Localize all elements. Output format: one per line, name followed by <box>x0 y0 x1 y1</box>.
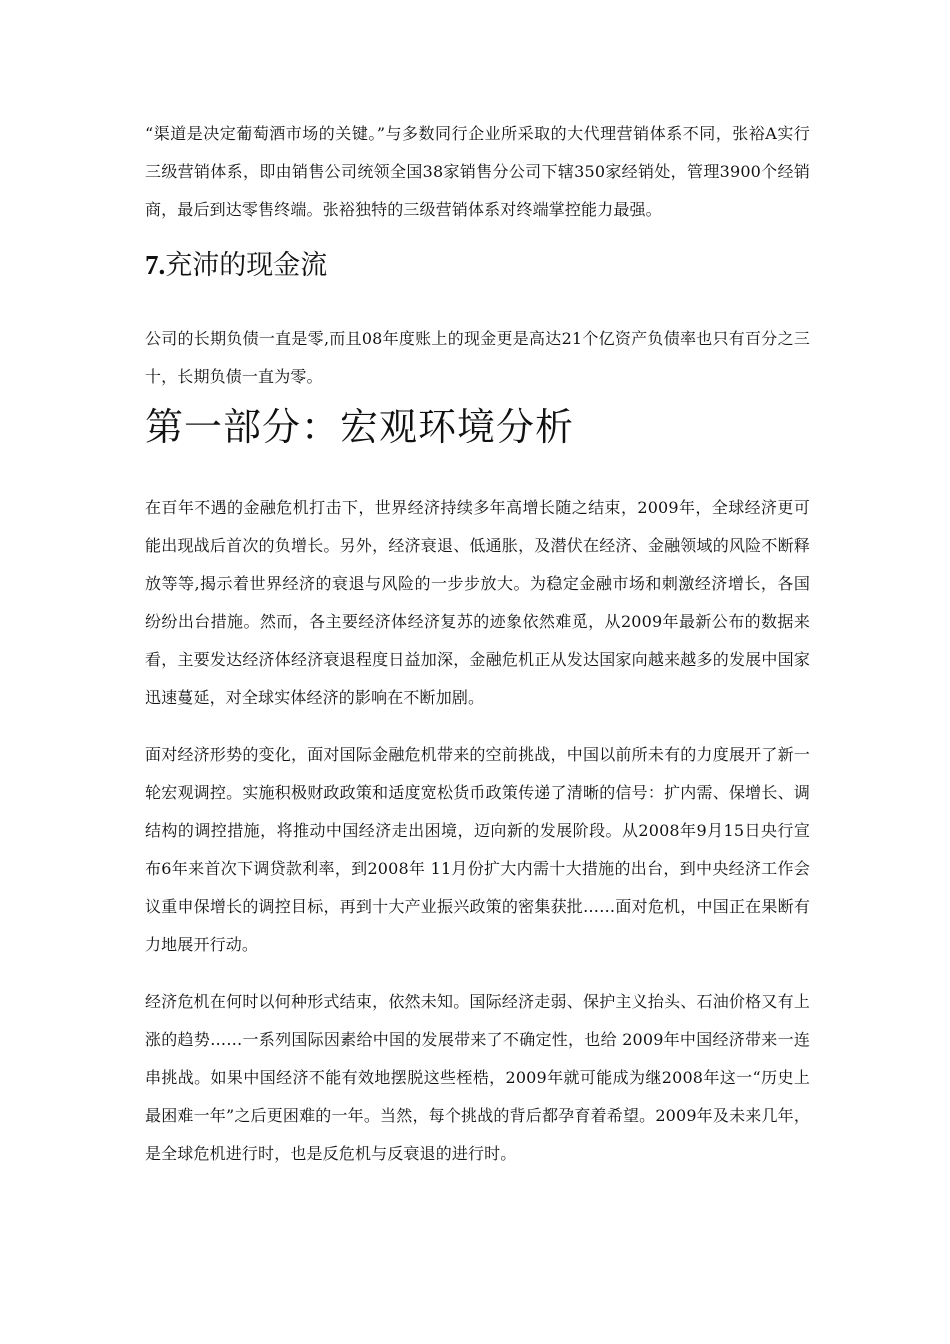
paragraph-financial-crisis: 在百年不遇的金融危机打击下，世界经济持续多年高增长随之结束，2009年，全球经济更可能出现战后首次的负增长。另外，经济衰退、低通胀，及潜伏在经济、金融领域的风险不断释放等等,揭示着世界经济的衰退与风险的一步步放大。为稳定金融市场和刺激经济增长，各国纷纷出台措施。然而，各主要经济体经济复苏的迹象依然难觅，从2009年最新公布的数据来看，主要发达经济体经济衰退程度日益加深，金融危机正从发达国家向越来越多的发展中国家迅速蔓延，对全球实体经济的影响在不断加剧。 <box>145 498 810 707</box>
paragraph-long-term-debt: 公司的长期负债一直是零,而且08年度账上的现金更是高达21个亿资产负债率也只有百分之三十，长期负债一直为零。 <box>145 329 810 386</box>
part-heading-macro-environment: 第一部分：宏观环境分析 <box>145 405 575 449</box>
paragraph-distribution-channels: “渠道是决定葡萄酒市场的关键。”与多数同行企业所采取的大代理营销体系不同，张裕A实行三级营销体系，即由销售公司统领全国38家销售分公司下辖350家经销处，管理3900个经销商，最后到达零售终端。张裕独特的三级营销体系对终端掌控能力最强。 <box>145 124 810 219</box>
section-heading-cash-flow <box>145 243 327 288</box>
section-title: 充沛的现金流 <box>165 250 328 281</box>
paragraph-uncertainty-outlook: 经济危机在何时以何种形式结束，依然未知。国际经济走弱、保护主义抬头、石油价格又有上涨的趋势……一系列国际因素给中国的发展带来了不确定性，也给 2009年中国经济带来一连串挑战。如果中国经济不能有效地摆脱这些桎梏，2009年就可能成为继2008年这一“历史上最困难一年”之后更困难的一年。当然，每个挑战的背后都孕育着希望。2009年及未来几年，是全球危机进行时，也是反危机与反衰退的进行时。 <box>145 992 810 1163</box>
section-number: 7. <box>145 250 166 280</box>
paragraph-macro-control: 面对经济形势的变化，面对国际金融危机带来的空前挑战，中国以前所未有的力度展开了新一轮宏观调控。实施积极财政政策和适度宽松货币政策传递了清晰的信号：扩内需、保增长、调结构的调控措施，将推动中国经济走出困境，迈向新的发展阶段。从2008年9月15日央行宣布6年来首次下调贷款利率，到2008年 11月份扩大内需十大措施的出台，到中央经济工作会议重申保增长的调控目标，再到十大产业振兴政策的密集获批……面对危机，中国正在果断有力地展开行动。 <box>145 745 810 954</box>
